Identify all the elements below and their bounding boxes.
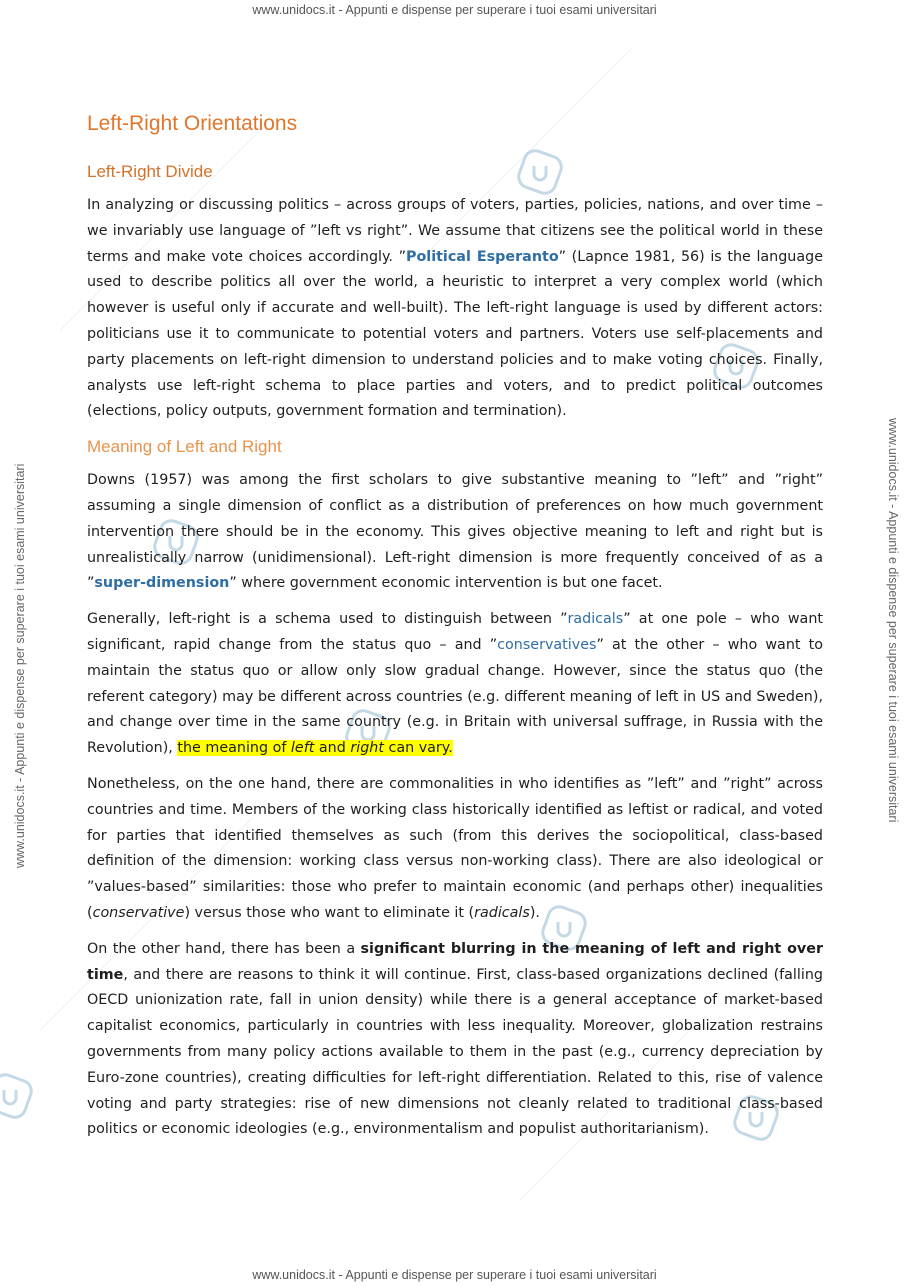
emphasis-radicals: radicals <box>474 904 530 921</box>
term-radicals: radicals <box>567 611 624 628</box>
page-header <box>0 3 909 17</box>
paragraph-3 <box>87 607 823 762</box>
emphasis-left: left <box>290 740 315 757</box>
document-title: Left-Right Orientations <box>87 112 298 135</box>
term-political-esperanto: Political Esperanto <box>406 248 559 265</box>
text-run: Nonetheless, on the one hand, there are commonalities in who identifies as ”left” and ”right” across countries and time. Members of the working class historically identified as leftist or radical, and voted for parties that identified themselves as such (from this derives the sociopolitical, class-based definition of the dimension: working class versus non-working class). There are also ideological or ”values-based” similarities: those who prefer to maintain economic (and perhaps other) inequalities ( <box>87 775 823 921</box>
text-run: and <box>314 740 351 757</box>
text-run: ). <box>529 904 540 921</box>
text-run: In analyzing or discussing politics – across groups of voters, parties, policies, nations, and over time – we invariably use language of ”left vs right”. We assume that citizens see the political world in these terms and make vote choices accordingly. ” <box>87 197 823 265</box>
text-run: the meaning of <box>177 740 291 757</box>
bold-blurring-statement: significant blurring in the meaning of left and right over time <box>87 940 823 983</box>
text-run: ” (Lapnce 1981, 56) is the language used to describe politics all over the world, a heuristic to interpret a very complex world (which however is useful only if accurate and well-built). The left-right language is used by different actors: politicians use it to communicate to potential voters and partners. Voters use self-placements and party placements on left-right dimension to understand policies and to make voting choices. Finally, analysts use left-right schema to place parties and voters, and to predict political outcomes (elections, policy outputs, government formation and termination). <box>87 248 824 420</box>
text-run: ” at one pole – who want significant, rapid change from the status quo – and ” <box>87 611 823 653</box>
paragraph-1 <box>87 193 823 425</box>
emphasis-conservative: conservative <box>92 904 185 921</box>
text-run: Downs (1957) was among the first scholars to give substantive meaning to ”left” and ”right” assuming a single dimension of conflict as a distribution of preferences on how much government intervention there should be in the economy. This gives objective meaning to left and right but is unrealistically narrow (unidimensional). Left-right dimension is more frequently conceived of as a ” <box>87 472 823 592</box>
emphasis-right: right <box>350 740 384 757</box>
text-run: On the other hand, there has been a <box>87 940 361 957</box>
highlighted-text <box>177 740 452 756</box>
text-run: can vary. <box>383 740 453 757</box>
paragraph-5 <box>87 937 823 1143</box>
text-run: Generally, left-right is a schema used to distinguish between ” <box>87 611 568 628</box>
header-text: www.unidocs.it - Appunti e dispense per superare i tuoi esami universitari <box>252 3 657 17</box>
side-banner-right: www.unidocs.it - Appunti e dispense per superare i tuoi esami universitari <box>886 418 900 823</box>
text-run: ” at the other – who want to maintain the status quo or allow only slow gradual change. However, since the status quo (the referent category) may be different across countries (e.g. different meaning of left in US and Sweden), and change over time in the same country (e.g. in Britain with universal suffrage, in Russia with the Revolution), <box>87 636 823 757</box>
text-run: ” where government economic intervention is but one facet. <box>229 575 663 592</box>
document-body <box>87 104 823 1153</box>
text-run: ) versus those who want to eliminate it ( <box>184 904 475 921</box>
page-footer <box>0 1268 909 1282</box>
paragraph-2 <box>87 468 823 597</box>
term-conservatives: conservatives <box>497 636 597 653</box>
term-super-dimension: super-dimension <box>94 575 230 592</box>
section-heading-left-right-divide: Left-Right Divide <box>87 162 213 181</box>
text-run: , and there are reasons to think it will continue. First, class-based organizations declined (falling OECD unionization rate, fall in union density) while there is a general acceptance of market-based capitalist economics, particularly in countries with less inequality. Moreover, globalization restrains governments from many policy actions available to them in the past (e.g., currency depreciation by Euro-zone countries), creating difficulties for left-right differentiation. Related to this, rise of valence voting and party strategies: rise of new dimensions not cleanly related to traditional class-based politics or economic ideologies (e.g., environmentalism and populist authoritarianism). <box>87 966 823 1138</box>
watermark-logo-icon <box>0 1072 34 1120</box>
section-heading-meaning: Meaning of Left and Right <box>87 437 282 457</box>
side-banner-left: www.unidocs.it - Appunti e dispense per superare i tuoi esami universitari <box>13 463 27 868</box>
paragraph-4 <box>87 772 823 927</box>
footer-text: www.unidocs.it - Appunti e dispense per superare i tuoi esami universitari <box>252 1268 657 1282</box>
